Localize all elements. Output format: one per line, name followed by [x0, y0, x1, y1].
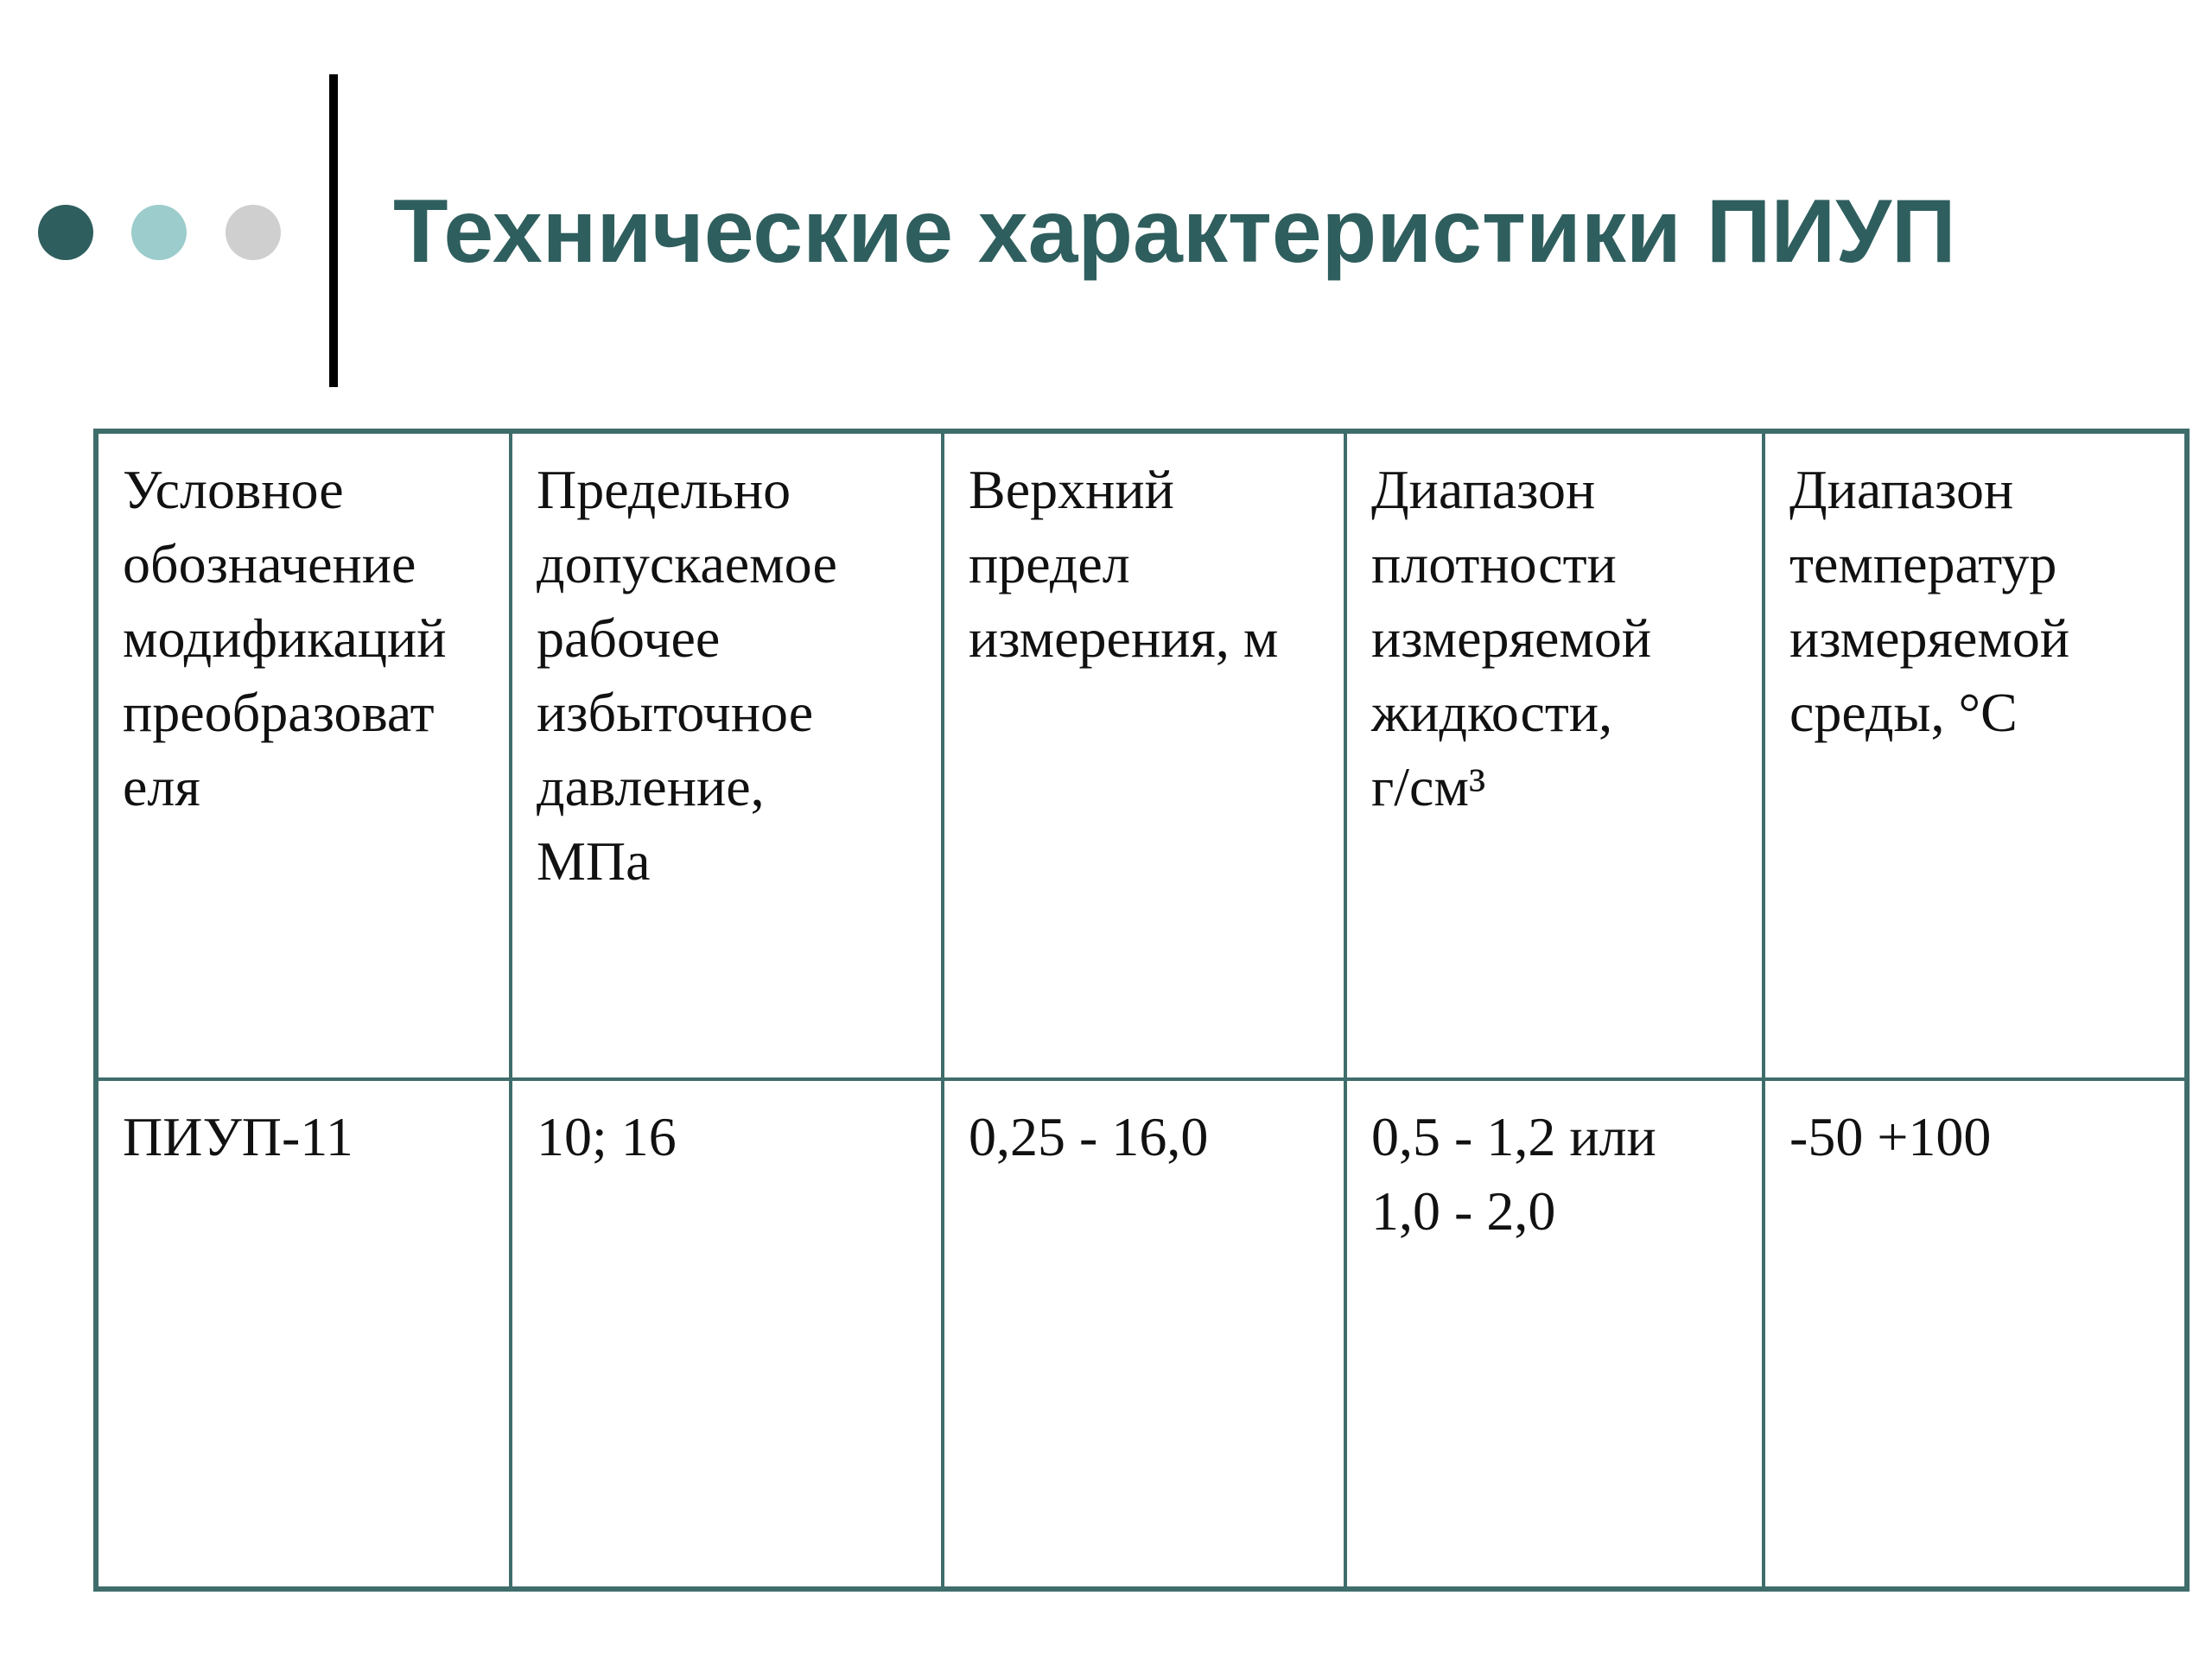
- header-text: Диапазон температур измеряемой среды, °С: [1789, 459, 2070, 743]
- header-cell-temperature: [1764, 431, 2187, 1079]
- header-text: Верхний предел измерения, м: [969, 459, 1279, 669]
- header-text: Предельно допускаемое рабочее избыточное давление, МПа: [537, 459, 837, 892]
- slide-title: Технические характеристики ПИУП: [393, 181, 1956, 282]
- decorative-dot-light: [131, 205, 187, 260]
- cell-text: 0,25 - 16,0: [969, 1106, 1209, 1167]
- header-cell-pressure: [511, 431, 943, 1079]
- table-cell-pressure: [511, 1079, 943, 1589]
- header-cell-modification: [96, 431, 511, 1079]
- header-text: Диапазон плотности измеряемой жидкости, г/см³: [1371, 459, 1652, 817]
- cell-text: 10; 16: [537, 1106, 677, 1167]
- header-cell-upper-limit: [943, 431, 1345, 1079]
- cell-text: 0,5 - 1,2 или 1,0 - 2,0: [1371, 1106, 1656, 1242]
- table-cell-upper-limit: [943, 1079, 1345, 1589]
- cell-text: -50 +100: [1789, 1106, 1992, 1167]
- table-row: [96, 1079, 2187, 1589]
- decorative-dot-gray: [226, 205, 281, 260]
- table-header-row: [96, 431, 2187, 1079]
- cell-text: ПИУП-11: [123, 1106, 353, 1167]
- decorative-dot-dark: [38, 205, 93, 260]
- table-cell-model: [96, 1079, 511, 1589]
- table-cell-density: [1345, 1079, 1764, 1589]
- specs-table: [93, 429, 2190, 1592]
- specs-table-container: [93, 429, 2184, 1586]
- table-cell-temperature: [1764, 1079, 2187, 1589]
- title-divider: [329, 74, 338, 387]
- header-cell-density: [1345, 431, 1764, 1079]
- header-text: Условное обозначение модификаций преобразоват еля: [123, 459, 447, 817]
